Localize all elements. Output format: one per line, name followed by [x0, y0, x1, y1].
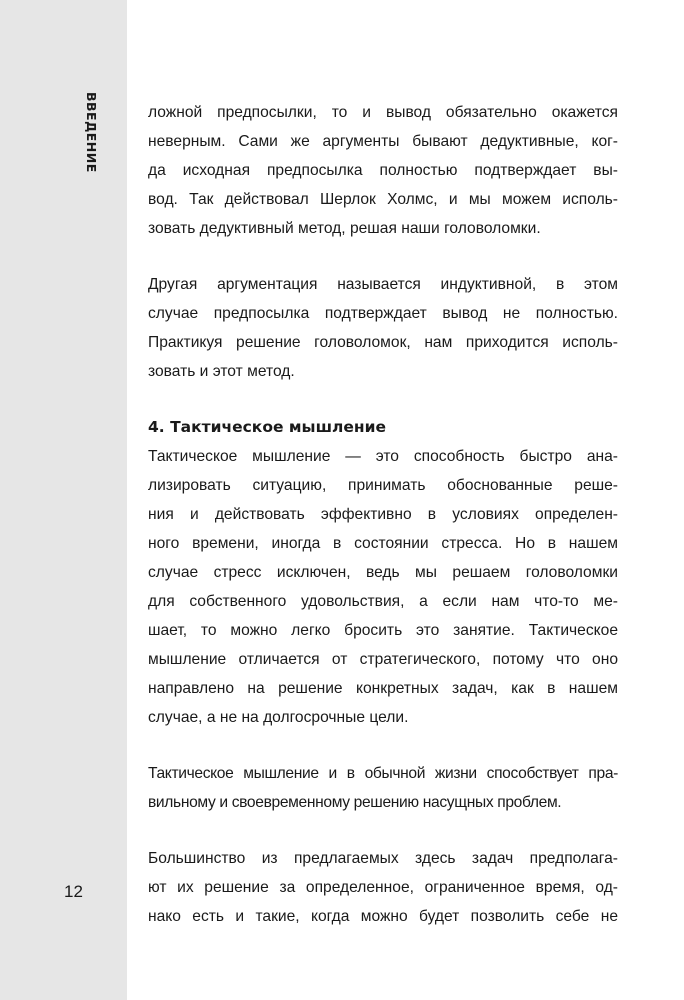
text-line: ния и действовать эффективно в условиях определен- [148, 506, 618, 523]
text-line: случае стресс исключен, ведь мы решаем головоломки [148, 564, 618, 581]
text-line: зовать и этот метод. [148, 363, 295, 380]
paragraph [148, 442, 618, 732]
page-number: 12 [64, 882, 83, 901]
text-line: ного времени, иногда в состоянии стресса. Но в нашем [148, 535, 618, 552]
text-line: Другая аргументация называется индуктивной, в этом [148, 276, 618, 293]
text-line: Тактическое мышление и в обычной жизни способствует пра- [148, 765, 618, 782]
sidebar-strip [0, 0, 127, 1000]
text-line: шает, то можно легко бросить это занятие. Тактическое [148, 622, 618, 639]
text-line: мышление отличается от стратегического, потому что оно [148, 651, 618, 668]
text-line: для собственного удовольствия, а если нам что-то ме- [148, 593, 618, 610]
text-line: вильному и своевременному решению насущных проблем. [148, 794, 562, 811]
paragraph [148, 759, 618, 817]
text-line: направлено на решение конкретных задач, как в нашем [148, 680, 618, 697]
text-line: неверным. Сами же аргументы бывают дедуктивные, ког- [148, 133, 618, 150]
section-heading: 4. Тактическое мышление [148, 418, 386, 436]
text-line: вод. Так действовал Шерлок Холмс, и мы можем исполь- [148, 191, 618, 208]
section-label: ВВЕДЕНИЕ [84, 92, 99, 173]
text-line: ют их решение за определенное, ограниченное время, од- [148, 879, 618, 896]
text-line: случае, а не на долгосрочные цели. [148, 709, 409, 726]
text-line: Тактическое мышление — это способность быстро ана- [148, 448, 618, 465]
text-line: ложной предпосылки, то и вывод обязательно окажется [148, 104, 618, 121]
text-line: нако есть и такие, когда можно будет позволить себе не [148, 908, 618, 925]
paragraph [148, 98, 618, 243]
text-line: Практикуя решение головоломок, нам приходится исполь- [148, 334, 618, 351]
text-line: лизировать ситуацию, принимать обоснованные реше- [148, 477, 618, 494]
text-line: да исходная предпосылка полностью подтверждает вы- [148, 162, 618, 179]
paragraph [148, 844, 618, 931]
text-line: случае предпосылка подтверждает вывод не полностью. [148, 305, 618, 322]
text-line: зовать дедуктивный метод, решая наши головоломки. [148, 220, 541, 237]
text-line: Большинство из предлагаемых здесь задач предполага- [148, 850, 618, 867]
paragraph [148, 270, 618, 386]
page-body [148, 98, 618, 958]
